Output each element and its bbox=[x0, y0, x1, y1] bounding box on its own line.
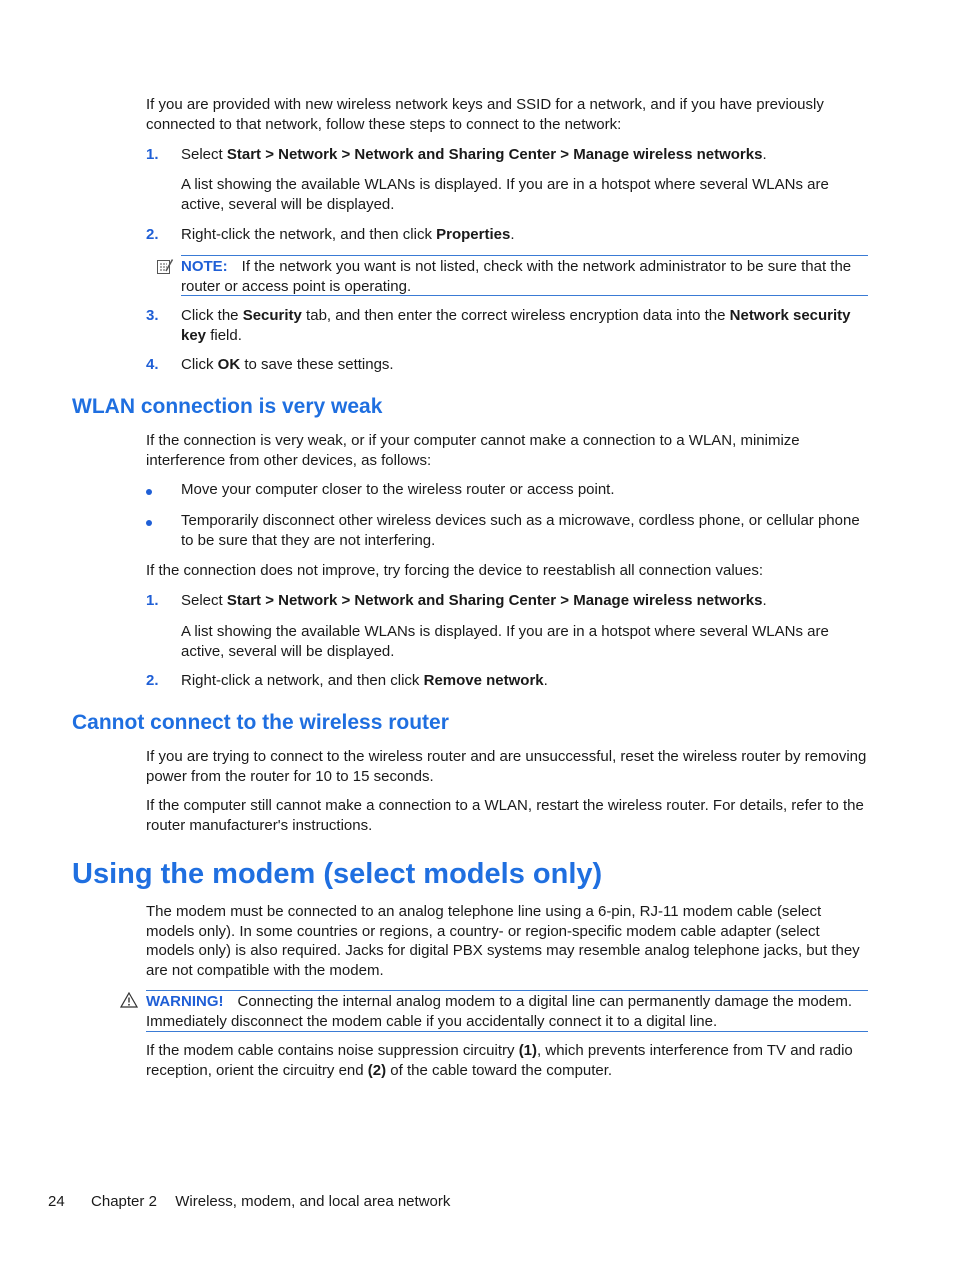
intro-paragraph: If you are provided with new wireless network keys and SSID for a network, and if you have previously connected to that network, follow these steps to connect to the network: bbox=[146, 96, 824, 133]
router-paragraph-2: If the computer still cannot make a connection to a WLAN, restart the wireless router. For details, refer to the router manufacturer's instructions. bbox=[146, 797, 864, 834]
note-callout bbox=[181, 255, 868, 296]
page-number: 24 bbox=[48, 1193, 65, 1210]
bullet-icon bbox=[146, 520, 152, 526]
section-heading-wlan-weak: WLAN connection is very weak bbox=[72, 395, 383, 418]
warning-icon bbox=[120, 992, 138, 1014]
router-paragraph-1: If you are trying to connect to the wireless router and are unsuccessful, reset the wireless router by removing power from the router for 10 to 15 seconds. bbox=[146, 748, 867, 785]
wlan-weak-intro: If the connection is very weak, or if your computer cannot make a connection to a WLAN, minimize interference from other devices, as follows: bbox=[146, 432, 800, 469]
step-number: 2. bbox=[146, 226, 159, 243]
step-3-text: Click the Security tab, and then enter the correct wireless encryption data into the Network security key field. bbox=[181, 307, 851, 344]
warning-callout bbox=[146, 990, 868, 1032]
step-4-text: Click OK to save these settings. bbox=[181, 356, 394, 373]
step-1-detail: A list showing the available WLANs is displayed. If you are in a hotspot where several WLANs are active, several will be displayed. bbox=[181, 176, 829, 213]
step-number: 2. bbox=[146, 672, 159, 689]
bullet-icon bbox=[146, 489, 152, 495]
section-heading-router: Cannot connect to the wireless router bbox=[72, 711, 449, 734]
bullet-item: Temporarily disconnect other wireless devices such as a microwave, cordless phone, or cellular phone to be sure that they are not interfering. bbox=[181, 512, 860, 549]
note-label: NOTE: bbox=[181, 258, 228, 275]
step-2-text: Right-click a network, and then click Remove network. bbox=[181, 672, 548, 689]
page-footer bbox=[48, 1192, 450, 1212]
step-2-text: Right-click the network, and then click Properties. bbox=[181, 226, 515, 243]
chapter-label: Chapter 2 bbox=[91, 1193, 157, 1210]
wlan-weak-after: If the connection does not improve, try forcing the device to reestablish all connection values: bbox=[146, 562, 764, 579]
chapter-title: Wireless, modem, and local area network bbox=[175, 1193, 451, 1210]
modem-paragraph-1: The modem must be connected to an analog telephone line using a 6-pin, RJ-11 modem cable (select models only). In some countries or regions, a country- or region-specific modem cable adapter (select models only) is also required. Jacks for digital PBX systems may resemble analog telephone jacks, but they are not compatible with the modem. bbox=[146, 903, 860, 979]
section-heading-modem: Using the modem (select models only) bbox=[72, 858, 603, 890]
step-number: 1. bbox=[146, 146, 159, 163]
warning-text: WARNING! Connecting the internal analog modem to a digital line can permanently damage the modem. Immediately disconnect the modem cable if you accidentally connect it to a digital line. bbox=[146, 993, 853, 1030]
note-text: NOTE: If the network you want is not listed, check with the network administrator to be sure that the router or access point is operating. bbox=[181, 258, 852, 295]
step-1-text: Select Start > Network > Network and Sharing Center > Manage wireless networks. bbox=[181, 592, 767, 609]
step-number: 1. bbox=[146, 592, 159, 609]
note-icon bbox=[156, 258, 174, 282]
warning-label: WARNING! bbox=[146, 993, 224, 1010]
modem-paragraph-2: If the modem cable contains noise suppression circuitry (1), which prevents interference from TV and radio reception, orient the circuitry end (2) of the cable toward the computer. bbox=[146, 1042, 853, 1079]
step-1-detail: A list showing the available WLANs is displayed. If you are in a hotspot where several WLANs are active, several will be displayed. bbox=[181, 623, 829, 660]
step-number: 3. bbox=[146, 307, 159, 324]
bullet-item: Move your computer closer to the wireless router or access point. bbox=[181, 481, 615, 498]
step-number: 4. bbox=[146, 356, 159, 373]
step-1-text: Select Start > Network > Network and Sharing Center > Manage wireless networks. bbox=[181, 146, 767, 163]
